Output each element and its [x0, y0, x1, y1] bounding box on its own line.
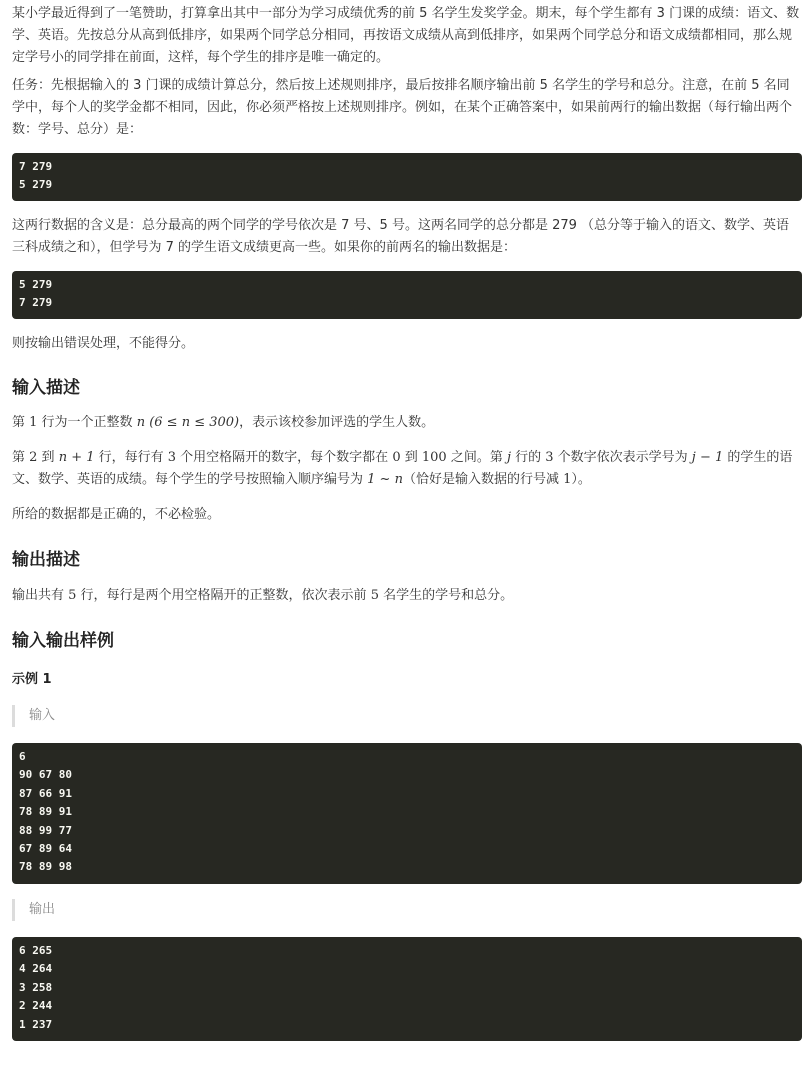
- constraint-math: n (6 ≤ n ≤ 300): [136, 415, 240, 430]
- intro-paragraph-4: 则按输出错误处理，不能得分。: [12, 336, 195, 351]
- input-line-1: 第 1 行为一个正整数 n (6 ≤ n ≤ 300)，表示该校参加评选的学生人数。: [12, 415, 435, 430]
- example-output-code-1: 7 279 5 279: [12, 153, 802, 201]
- example-1-title: 示例 1: [12, 672, 52, 687]
- sample-input-code: 6 90 67 80 87 66 91 78 89 91 88 99 77 67 89 64 78 89 98: [12, 743, 802, 884]
- input-line-2: 第 2 到 n + 1 行，每行有 3 个用空格隔开的数字，每个数字都在 0 到 100 之间。第 j 行的 3 个数字依次表示学号为 j − 1 的学生的语文、数学、英语的成绩。每个学生的学号按照输入顺序编号为 1 ~ n（恰好是输入数据的行号减 1）。: [12, 450, 793, 487]
- intro-paragraph-1: 某小学最近得到了一笔赞助，打算拿出其中一部分为学习成绩优秀的前 5 名学生发奖学金。期末，每个学生都有 3 门课的成绩：语文、数学、英语。先按总分从高到低排序，如果两个同学总分相同，再按语文成绩从高到低排序，如果两个同学总分和语文成绩都相同，那么规定学号小的同学排在前面，这样，每个学生的排序是唯一确定的。: [12, 6, 800, 65]
- input-description-heading: 输入描述: [12, 378, 80, 398]
- samples-heading: 输入输出样例: [12, 631, 114, 651]
- sample-output-label: 输出: [12, 899, 802, 921]
- sample-output-code: 6 265 4 264 3 258 2 244 1 237: [12, 937, 802, 1041]
- output-line: 输出共有 5 行，每行是两个用空格隔开的正整数，依次表示前 5 名学生的学号和总分。: [12, 588, 514, 603]
- intro-paragraph-3: 这两行数据的含义是：总分最高的两个同学的学号依次是 7 号、5 号。这两名同学的总分都是 279 （总分等于输入的语文、数学、英语三科成绩之和），但学号为 7 的学生语文成绩更高一些。如果你的前两名的输出数据是：: [12, 218, 790, 255]
- sample-input-label: 输入: [12, 705, 802, 727]
- problem-statement: [0, 3, 805, 1041]
- output-description-heading: 输出描述: [12, 550, 80, 570]
- input-line-3: 所给的数据都是正确的，不必检验。: [12, 507, 221, 522]
- intro-paragraph-2: 任务：先根据输入的 3 门课的成绩计算总分，然后按上述规则排序，最后按排名顺序输出前 5 名学生的学号和总分。注意，在前 5 名同学中，每个人的奖学金都不相同，因此，你必须严格按上述规则排序。例如，在某个正确答案中，如果前两行的输出数据（每行输出两个数：学号、总分）是：: [12, 78, 793, 137]
- example-output-code-2: 5 279 7 279: [12, 271, 802, 319]
